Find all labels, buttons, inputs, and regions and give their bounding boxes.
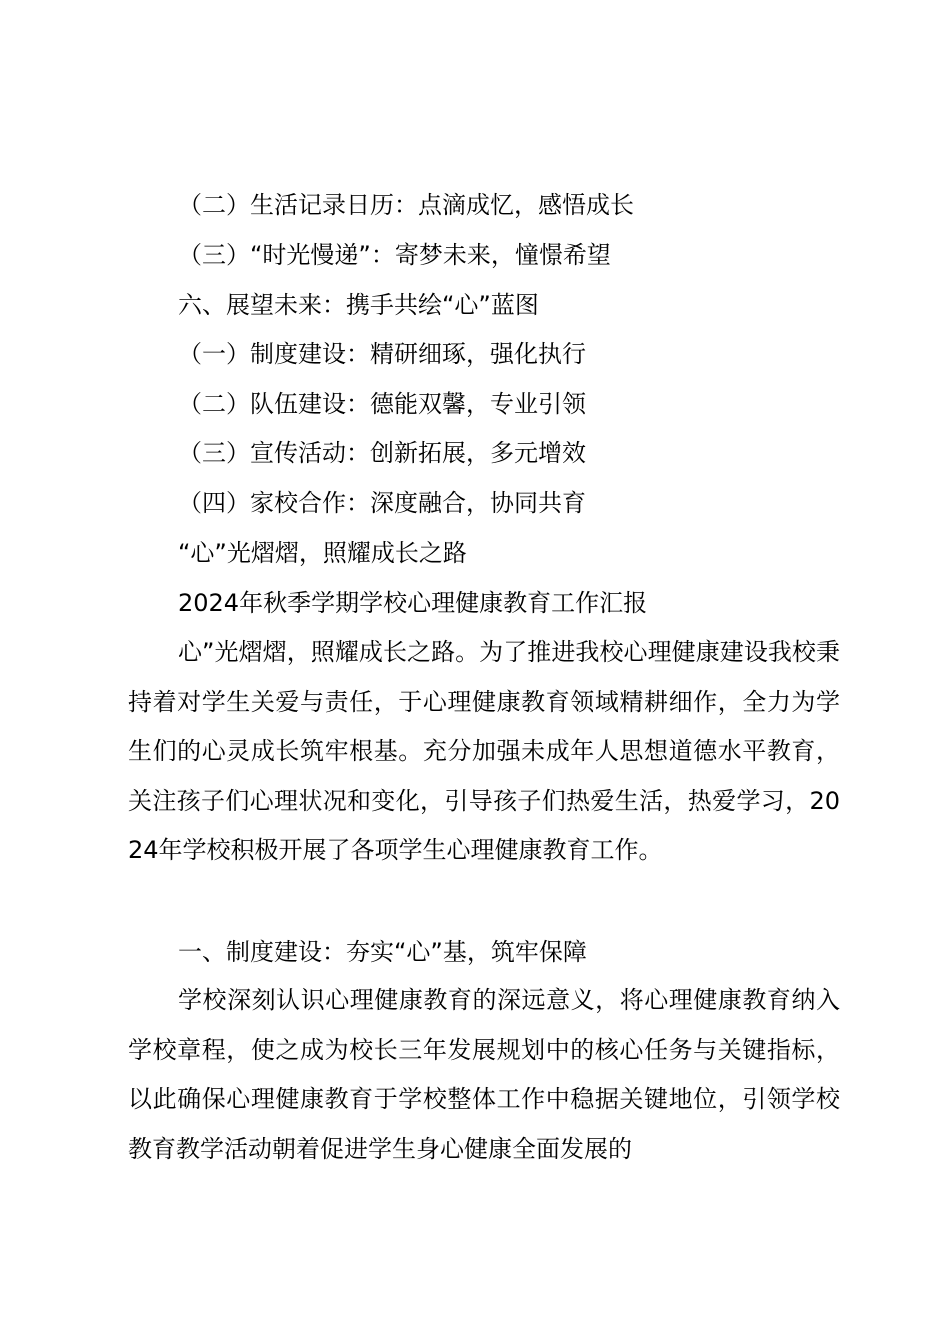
outline-item-life-calendar: （二）生活记录日历：点滴成忆，感悟成长 (178, 191, 634, 219)
report-title: 2024年秋季学期学校心理健康教育工作汇报 (178, 589, 648, 617)
outline-item-home-school: （四）家校合作：深度融合，协同共育 (178, 489, 586, 517)
outline-item-publicity: （三）宣传活动：创新拓展，多元增效 (178, 439, 586, 467)
outline-item-team-building: （二）队伍建设：德能双馨，专业引领 (178, 390, 586, 418)
section-heading-outlook: 六、展望未来：携手共绘“心”蓝图 (178, 291, 539, 319)
outline-item-time-mail: （三）“时光慢递”：寄梦未来，憧憬希望 (178, 241, 611, 269)
outline-item-system-building: （一）制度建设：精研细琢，强化执行 (178, 340, 586, 368)
section-heading-system: 一、制度建设：夯实“心”基，筑牢保障 (178, 938, 587, 966)
intro-paragraph: 心”光熠熠，照耀成长之路。为了推进我校心理健康建设我校秉持着对学生关爱与责任，于心理健康教育领域精耕细作，全力为学生们的心灵成长筑牢根基。充分加强未成年人思想道德水平教育，关注孩子们心理状况和变化，引导孩子们热爱生活，热爱学习，2024年学校积极开展了各项学生心理健康教育工作。 (128, 638, 840, 865)
section-paragraph: 学校深刻认识心理健康教育的深远意义，将心理健康教育纳入学校章程，使之成为校长三年发展规划中的核心任务与关键指标，以此确保心理健康教育于学校整体工作中稳据关键地位，引领学校教育教学活动朝着促进学生身心健康全面发展的 (128, 986, 840, 1163)
report-subtitle: “心”光熠熠，照耀成长之路 (178, 539, 467, 567)
